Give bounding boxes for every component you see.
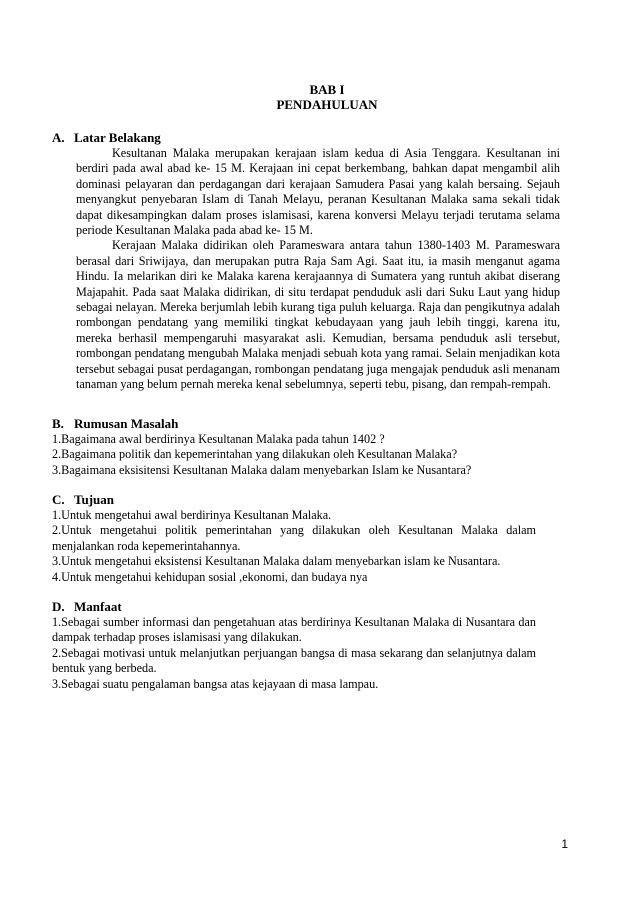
section-letter: B. — [52, 416, 64, 431]
section-heading — [52, 492, 568, 508]
section-title: Manfaat — [74, 599, 122, 614]
list-item: 1.Bagaimana awal berdirinya Kesultanan Malaka pada tahun 1402 ? — [52, 432, 385, 446]
section-title: Rumusan Masalah — [74, 416, 179, 431]
section-heading — [52, 416, 568, 432]
section-body — [76, 146, 560, 393]
paragraph: Kesultanan Malaka merupakan kerajaan islam kedua di Asia Tenggara. Kesultanan ini berdiri pada awal abad ke- 15 M. Kerajaan ini cepat berkembang, bahkan dapat mengambil alih dominasi pelayaran dan perdagangan dari kerajaan Samudera Pasai yang kalah bersaing. Sejauh menyangkut penyebaran Islam di Tanah Melayu, peranan Kesultanan Malaka sama sekali tidak dapat dikesampingkan dalam proses islamisasi, karena konversi Melayu terjadi terutama selama periode Kesultanan Malaka pada abad ke- 15 M. — [76, 146, 560, 238]
list-item: 4.Untuk mengetahui kehidupan sosial ,ekonomi, dan budaya nya — [52, 569, 368, 584]
list-item: 1.Untuk mengetahui awal berdirinya Kesultanan Malaka. — [52, 508, 332, 522]
benefit-list — [52, 615, 536, 692]
list-item: 1.Sebagai sumber informasi dan pengetahuan atas berdirinya Kesultanan Malaka di Nusantara dan dampak terhadap proses islamisasi yang dilakukan. — [52, 615, 536, 645]
section-heading — [52, 599, 568, 615]
list-item: 2.Bagaimana politik dan kepemerintahan yang dilakukan oleh Kesultanan Malaka? — [52, 447, 458, 462]
section-tujuan — [52, 492, 568, 585]
list-item: 3.Bagaimana eksisitensi Kesultanan Malaka dalam menyebarkan Islam ke Nusantara? — [52, 462, 472, 477]
section-letter: A. — [52, 130, 65, 145]
paragraph: Kerajaan Malaka didirikan oleh Parameswara antara tahun 1380-1403 M. Parameswara berasal dari Sriwijaya, dan merupakan putra Raja Sam Agi. Saat itu, ia masih menganut agama Hindu. Ia melarikan diri ke Malaka karena kerajaannya di Sumatera yang runtuh akibat diserang Majapahit. Pada saat Malaka didirikan, di situ terdapat penduduk asli dari Suku Laut yang hidup sebagai nelayan. Mereka berjumlah lebih kurang tiga puluh keluarga. Raja dan pengikutnya adalah rombongan pendatang yang memiliki tingkat kebudayaan yang jauh lebih tinggi, karena itu, mereka berhasil mempengaruhi masyarakat asli. Kemudian, bersama penduduk asli tersebut, rombongan pendatang mengubah Malaka menjadi sebuah kota yang ramai. Selain menjadikan kota tersebut sebagai pusat perdagangan, rombongan pendatang juga mengajak penduduk asli menanam tanaman yang belum pernah mereka kenal sebelumnya, seperti tebu, pisang, dan rempah-rempah. — [76, 238, 560, 392]
section-manfaat — [52, 599, 568, 692]
section-title: Tujuan — [74, 492, 114, 507]
question-list — [52, 432, 536, 478]
page-number: 1 — [561, 837, 568, 851]
chapter-number: BAB I — [309, 82, 345, 97]
list-item: 3.Untuk mengetahui eksistensi Kesultanan Malaka dalam menyebarkan islam ke Nusantara. — [52, 554, 501, 569]
section-letter: C. — [52, 492, 65, 507]
section-title: Latar Belakang — [74, 130, 161, 145]
list-item: 3.Sebagai suatu pengalaman bangsa atas kejayaan di masa lampau. — [52, 676, 379, 691]
list-item: 2.Untuk mengetahui politik pemerintahan yang dilakukan oleh Kesultanan Malaka dalam menjalankan roda kepemerintahannya. — [52, 523, 536, 553]
list-item: 2.Sebagai motivasi untuk melanjutkan perjuangan bangsa di masa sekarang dan selanjutnya dalam bentuk yang berbeda. — [52, 645, 536, 676]
section-latar-belakang — [52, 130, 568, 393]
section-letter: D. — [52, 599, 65, 614]
chapter-title: PENDAHULUAN — [276, 97, 378, 112]
section-heading — [52, 130, 568, 146]
goal-list — [52, 508, 536, 585]
section-rumusan-masalah — [52, 416, 568, 478]
